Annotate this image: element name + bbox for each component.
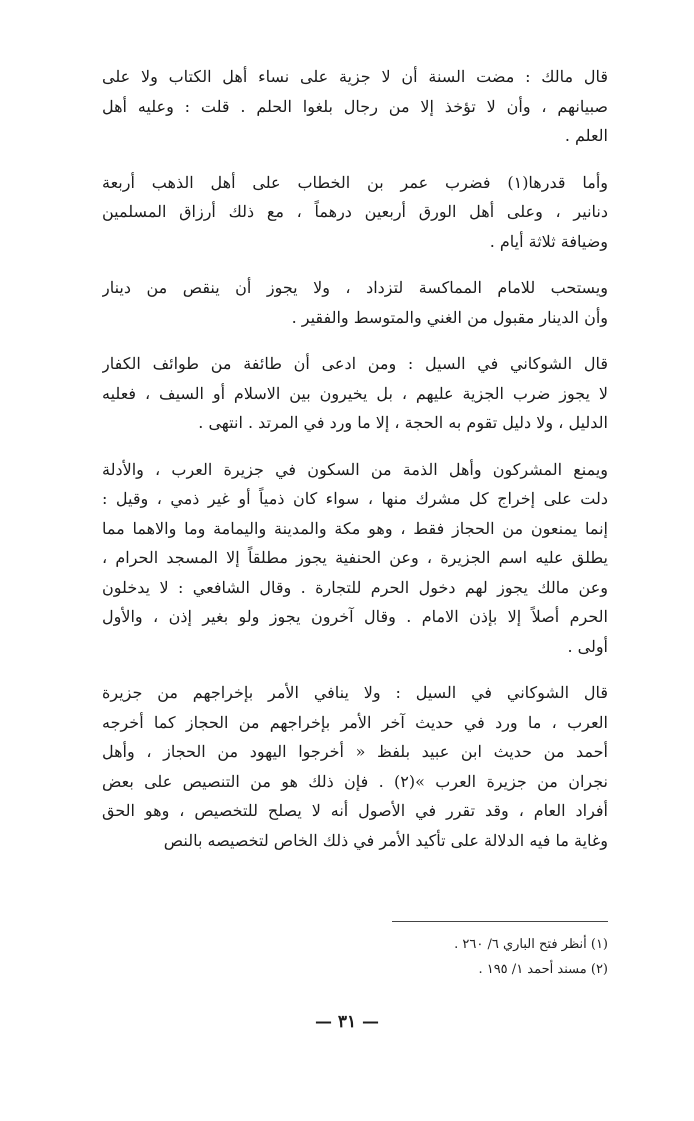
main-text xyxy=(102,62,608,872)
text-line: قال الشوكاني في السيل : ومن ادعى أن طائفة من طوائف الكفار xyxy=(102,354,608,373)
paragraph xyxy=(102,168,608,257)
page-number: — ٣١ — xyxy=(314,1012,380,1032)
footnote-2: (٢) مسند أحمد ١/ ١٩٥ . xyxy=(478,962,608,977)
text-line: العرب ، ما ورد في حديث آخر الأمر بإخراجهم من الحجاز كما أخرجه xyxy=(102,712,608,732)
text-line: دلت على إخراج كل مشرك منها ، سواء كان ذمياً أو غير ذمي ، وقيل : xyxy=(102,489,608,508)
paragraph xyxy=(102,678,608,855)
text-line: إنما يمنعون من الحجاز فقط ، وهو مكة والمدينة واليمامة وما والاهما مما xyxy=(102,518,608,538)
text-line: وأن الدينار مقبول من الغني والمتوسط والفقير . xyxy=(291,307,608,327)
text-line: العلم . xyxy=(564,126,608,145)
footnote-separator xyxy=(392,921,608,922)
text-line: ويستحب للامام المماكسة لتزداد ، ولا يجوز أن ينقص من دينار xyxy=(102,278,608,297)
text-line: الحرم أصلاً إلا بإذن الامام . وقال آخرون يجوز ولو بغير إذن ، والأول xyxy=(102,607,608,626)
text-line: قال مالك : مضت السنة أن لا جزية على نساء أهل الكتاب ولا على xyxy=(102,67,608,86)
text-line: الدليل ، ولا دليل تقوم به الحجة ، إلا ما ورد في المرتد . انتهى . xyxy=(198,413,608,432)
footnote-1: (١) أنظر فتح الباري ٦/ ٢٦٠ . xyxy=(454,937,608,952)
text-line: دنانير ، وعلى أهل الورق أربعين درهماً ، مع ذلك أرزاق المسلمين xyxy=(102,202,608,221)
text-line: وعن مالك يجوز لهم دخول الحرم للتجارة . وقال الشافعي : لا يدخلون xyxy=(102,577,608,597)
text-line: يطلق عليه اسم الجزيرة ، وعن الحنفية يجوز مطلقاً إلا المسجد الحرام ، xyxy=(102,548,608,567)
paragraph xyxy=(102,349,608,438)
text-line: لا يجوز ضرب الجزية عليهم ، بل يخيرون بين الاسلام أو السيف ، فعليه xyxy=(102,383,608,403)
paragraph xyxy=(102,455,608,662)
text-line: وأما قدرها(١) فضرب عمر بن الخطاب على أهل الذهب أربعة xyxy=(102,172,608,192)
text-line: أولى . xyxy=(567,636,608,656)
text-line: ويمنع المشركون وأهل الذمة من السكون في جزيرة العرب ، والأدلة xyxy=(102,459,608,479)
paragraph xyxy=(102,62,608,151)
text-line: نجران من جزيرة العرب »(٢) . فإن ذلك هو من التنصيص على بعض xyxy=(102,771,608,791)
text-line: أحمد من حديث ابن عبيد بلفظ « أخرجوا اليهود من الحجاز ، وأهل xyxy=(102,742,608,761)
paragraph xyxy=(102,273,608,332)
text-line: قال الشوكاني في السيل : ولا ينافي الأمر بإخراجهم من جزيرة xyxy=(102,683,608,702)
footnotes xyxy=(208,932,608,982)
text-line: وغاية ما فيه الدلالة على تأكيد الأمر في ذلك الخاص لتخصيصه بالنص xyxy=(163,830,608,850)
text-line: وضيافة ثلاثة أيام . xyxy=(489,231,608,251)
text-line: أفراد العام ، وقد تقرر في الأصول أنه لا يصلح للتخصيص ، وهو الحق xyxy=(102,801,608,820)
text-line: صبيانهم ، وأن لا تؤخذ إلا من رجال بلغوا الحلم . قلت : وعليه أهل xyxy=(102,96,608,116)
